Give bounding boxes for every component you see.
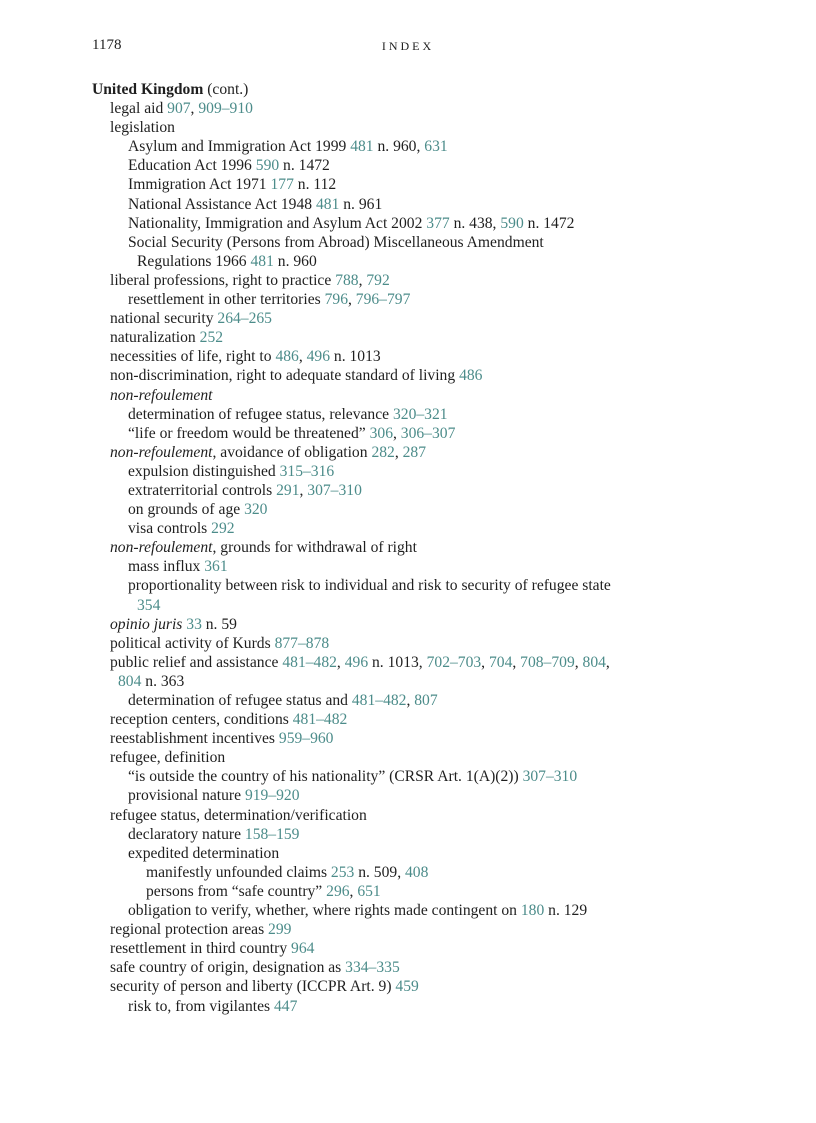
index-text: (cont.) <box>203 81 249 98</box>
index-term-italic: non-refoulement <box>110 443 213 461</box>
index-text: reception centers, conditions <box>110 711 293 729</box>
index-text: refugee status, determination/verification <box>110 806 367 824</box>
index-text: legal aid <box>110 100 168 118</box>
page-reference-link[interactable]: 291 <box>276 481 300 499</box>
index-text: , <box>349 882 358 900</box>
page-reference-link[interactable]: 307–310 <box>522 768 578 786</box>
index-entry <box>92 939 742 958</box>
page-reference-link[interactable]: 180 <box>520 902 545 920</box>
page-reference-link[interactable]: 306 <box>369 424 393 442</box>
page-reference-link[interactable]: 959–960 <box>278 730 334 748</box>
index-text: n. 59 <box>201 615 237 633</box>
index-text: n. 1013 <box>330 348 381 366</box>
index-text: n. 1013, <box>368 653 427 671</box>
index-entry <box>92 920 742 939</box>
page-reference-link[interactable]: 177 <box>270 176 294 194</box>
index-entry <box>92 882 742 901</box>
index-entry <box>92 901 742 920</box>
index-text: visa controls <box>128 520 212 538</box>
page-reference-link[interactable]: 792 <box>366 271 390 289</box>
index-entry <box>92 462 742 481</box>
page-reference-link[interactable]: 496 <box>344 653 369 671</box>
index-list <box>92 80 742 1016</box>
index-text: , avoidance of obligation <box>212 443 372 461</box>
index-text: risk to, from vigilantes <box>128 997 274 1015</box>
page-reference-link[interactable]: 486 <box>275 348 299 366</box>
index-text: n. 438, <box>449 214 501 232</box>
index-entry <box>92 481 742 500</box>
index-text: political activity of Kurds <box>110 634 275 652</box>
index-text: determination of refugee status and <box>128 692 352 709</box>
running-head: INDEX <box>381 39 435 53</box>
page-reference-link[interactable]: 264–265 <box>217 310 272 328</box>
index-text: refugee, definition <box>110 749 226 767</box>
page-reference-link[interactable]: 877–878 <box>274 634 330 652</box>
index-text: public relief and assistance <box>110 653 283 671</box>
page-reference-link[interactable]: 296 <box>326 882 350 900</box>
page-reference-link[interactable]: 796–797 <box>355 291 411 309</box>
index-entry <box>92 596 742 615</box>
index-text: Nationality, Immigration and Asylum Act 2002 <box>128 214 427 232</box>
index-entry <box>92 99 742 118</box>
page-reference-link[interactable]: 481–482 <box>292 711 348 729</box>
index-text: on grounds of age <box>128 501 245 519</box>
index-entry <box>92 405 742 424</box>
index-text: resettlement in third country <box>110 940 292 958</box>
index-entry <box>92 424 742 443</box>
index-text: provisional nature <box>128 787 245 805</box>
index-text: persons from “safe country” <box>146 882 327 900</box>
index-text: n. 960, <box>373 138 425 156</box>
index-entry <box>92 844 742 863</box>
index-text: n. 1472 <box>523 214 575 232</box>
page-reference-link[interactable]: 631 <box>424 138 448 156</box>
index-text: , <box>394 443 403 461</box>
index-text: , <box>299 481 308 499</box>
page-reference-link[interactable]: 377 <box>426 214 450 232</box>
page-reference-link[interactable]: 299 <box>268 921 292 939</box>
page-reference-link[interactable]: 804 <box>118 672 142 690</box>
index-entry <box>92 538 742 557</box>
index-text: Asylum and Immigration Act 1999 <box>128 138 351 156</box>
index-text: obligation to verify, whether, where rights made contingent on <box>128 902 521 920</box>
index-text: expulsion distinguished <box>128 462 280 480</box>
index-entry <box>92 290 742 309</box>
index-text: manifestly unfounded claims <box>146 863 331 881</box>
page-reference-link[interactable]: 307–310 <box>307 481 362 499</box>
index-entry <box>92 118 742 137</box>
index-entry <box>92 786 742 805</box>
page-reference-link[interactable]: 907 <box>167 100 191 118</box>
page-reference-link[interactable]: 704 <box>488 653 513 671</box>
index-text: , <box>605 653 610 671</box>
index-text: reestablishment incentives <box>110 730 279 748</box>
page-reference-link[interactable]: 361 <box>204 558 228 576</box>
index-text: , <box>298 348 307 366</box>
page-number: 1178 <box>92 37 122 53</box>
index-entry <box>92 175 742 194</box>
index-text: Education Act 1996 <box>128 157 256 175</box>
page-reference-link[interactable]: 590 <box>255 157 280 175</box>
index-text: n. 112 <box>293 176 337 194</box>
index-text: security of person and liberty (ICCPR Art. 9) <box>110 978 396 996</box>
index-entry <box>92 557 742 576</box>
index-text: extraterritorial controls <box>128 481 277 499</box>
index-entry <box>92 156 742 175</box>
page-reference-link[interactable]: 964 <box>291 940 315 958</box>
page-reference-link[interactable]: 481 <box>315 195 340 213</box>
index-text: n. 509, <box>354 863 405 881</box>
index-term-italic: non-refoulement <box>110 539 213 557</box>
page-reference-link[interactable]: 287 <box>402 443 427 461</box>
page-reference-link[interactable]: 708–709 <box>520 653 575 671</box>
index-entry <box>92 328 742 347</box>
page-reference-link[interactable]: 807 <box>414 692 438 709</box>
index-text: “is outside the country of his nationality” (CRSR Art. 1(A)(2)) <box>128 768 523 786</box>
page-reference-link[interactable]: 354 <box>137 596 161 614</box>
page-reference-link[interactable]: 447 <box>273 997 298 1015</box>
index-text: mass influx <box>128 558 205 576</box>
page-reference-link[interactable]: 282 <box>371 443 395 461</box>
index-entry <box>92 195 742 214</box>
index-entry <box>92 977 742 996</box>
index-entry <box>92 767 742 786</box>
index-entry <box>92 729 742 748</box>
index-text: expedited determination <box>128 844 280 862</box>
index-text: , <box>481 653 489 671</box>
index-entry <box>92 710 742 729</box>
page-reference-link[interactable]: 804 <box>582 653 606 671</box>
index-text: Social Security (Persons from Abroad) Miscellaneous Amendment <box>128 233 544 251</box>
index-text: regional protection areas <box>110 921 269 939</box>
index-entry <box>92 672 742 691</box>
index-entry <box>92 825 742 844</box>
page-reference-link[interactable]: 292 <box>211 520 235 538</box>
page-reference-link[interactable]: 909–910 <box>198 100 253 118</box>
index-text: legislation <box>110 119 175 137</box>
index-text: , <box>336 653 345 671</box>
index-text: declaratory nature <box>128 825 245 843</box>
index-text: n. 960 <box>273 252 317 270</box>
index-term-italic: opinio juris <box>110 615 183 633</box>
index-text: , <box>512 653 521 671</box>
page-reference-link[interactable]: 33 <box>186 615 202 633</box>
index-text: , <box>406 692 415 709</box>
index-text: Immigration Act 1971 <box>128 176 271 194</box>
index-text: non-discrimination, right to adequate standard of living <box>110 367 460 385</box>
index-entry <box>92 347 742 366</box>
index-entry <box>92 863 742 882</box>
index-entry <box>92 615 742 634</box>
page-reference-link[interactable]: 651 <box>357 882 381 900</box>
page-reference-link[interactable]: 481 <box>250 252 274 270</box>
index-entry <box>92 500 742 519</box>
page-reference-link[interactable]: 702–703 <box>426 653 482 671</box>
page-reference-link[interactable]: 486 <box>459 367 483 385</box>
page-reference-link[interactable]: 334–335 <box>345 959 400 977</box>
page-reference-link[interactable]: 158–159 <box>244 825 300 843</box>
index-entry <box>92 997 742 1016</box>
page-reference-link[interactable]: 481–482 <box>351 692 407 709</box>
page-reference-link[interactable]: 919–920 <box>244 787 300 805</box>
index-text: proportionality between risk to individual and risk to security of refugee state <box>128 577 611 595</box>
index-text: , <box>574 653 583 671</box>
index-entry <box>92 386 742 405</box>
index-term-italic: non-refoulement <box>110 386 213 404</box>
index-entry <box>92 80 742 99</box>
index-text: necessities of life, right to <box>110 348 276 366</box>
index-text: “life or freedom would be threatened” <box>128 424 370 442</box>
index-text: , <box>190 100 199 118</box>
index-entry <box>92 309 742 328</box>
index-text: , grounds for withdrawal of right <box>212 539 417 557</box>
index-entry <box>92 271 742 290</box>
index-text: liberal professions, right to practice <box>110 271 336 289</box>
index-entry <box>92 519 742 538</box>
page-reference-link[interactable]: 481–482 <box>282 653 337 671</box>
index-entry <box>92 691 742 710</box>
index-entry <box>92 634 742 653</box>
page-reference-link[interactable]: 459 <box>395 978 419 996</box>
index-text: safe country of origin, designation as <box>110 959 346 977</box>
page-reference-link[interactable]: 796 <box>324 291 348 309</box>
index-text: , <box>358 271 367 289</box>
index-text: National Assistance Act 1948 <box>128 195 316 213</box>
index-entry <box>92 137 742 156</box>
page-reference-link[interactable]: 481 <box>350 138 374 156</box>
index-entry <box>92 806 742 825</box>
page-reference-link[interactable]: 252 <box>199 329 224 347</box>
index-text: n. 363 <box>141 672 185 690</box>
index-text: determination of refugee status, relevance <box>128 405 393 423</box>
index-text: national security <box>110 310 218 328</box>
index-heading: United Kingdom <box>92 81 204 98</box>
index-entry <box>92 366 742 385</box>
index-entry <box>92 958 742 977</box>
index-entry <box>92 748 742 767</box>
index-entry <box>92 443 742 462</box>
page-reference-link[interactable]: 320 <box>244 501 268 519</box>
page-reference-link[interactable]: 590 <box>500 214 524 232</box>
index-text: resettlement in other territories <box>128 291 325 309</box>
page-reference-link[interactable]: 320–321 <box>392 405 448 423</box>
page-reference-link[interactable]: 496 <box>306 348 331 366</box>
index-text: n. 961 <box>339 195 383 213</box>
page-reference-link[interactable]: 253 <box>330 863 355 881</box>
index-entry <box>92 576 742 595</box>
index-entry <box>92 653 742 672</box>
index-text: n. 129 <box>544 902 588 920</box>
page-reference-link[interactable]: 788 <box>335 271 359 289</box>
index-text: Regulations 1966 <box>137 252 251 270</box>
index-entry <box>92 252 742 271</box>
index-text: , <box>392 424 401 442</box>
index-entry <box>92 233 742 252</box>
index-text: naturalization <box>110 329 200 347</box>
page-reference-link[interactable]: 315–316 <box>279 462 335 480</box>
index-entry <box>92 214 742 233</box>
index-text: , <box>347 291 356 309</box>
page-reference-link[interactable]: 306–307 <box>400 424 456 442</box>
index-text: n. 1472 <box>279 157 330 175</box>
page-reference-link[interactable]: 408 <box>405 863 429 881</box>
